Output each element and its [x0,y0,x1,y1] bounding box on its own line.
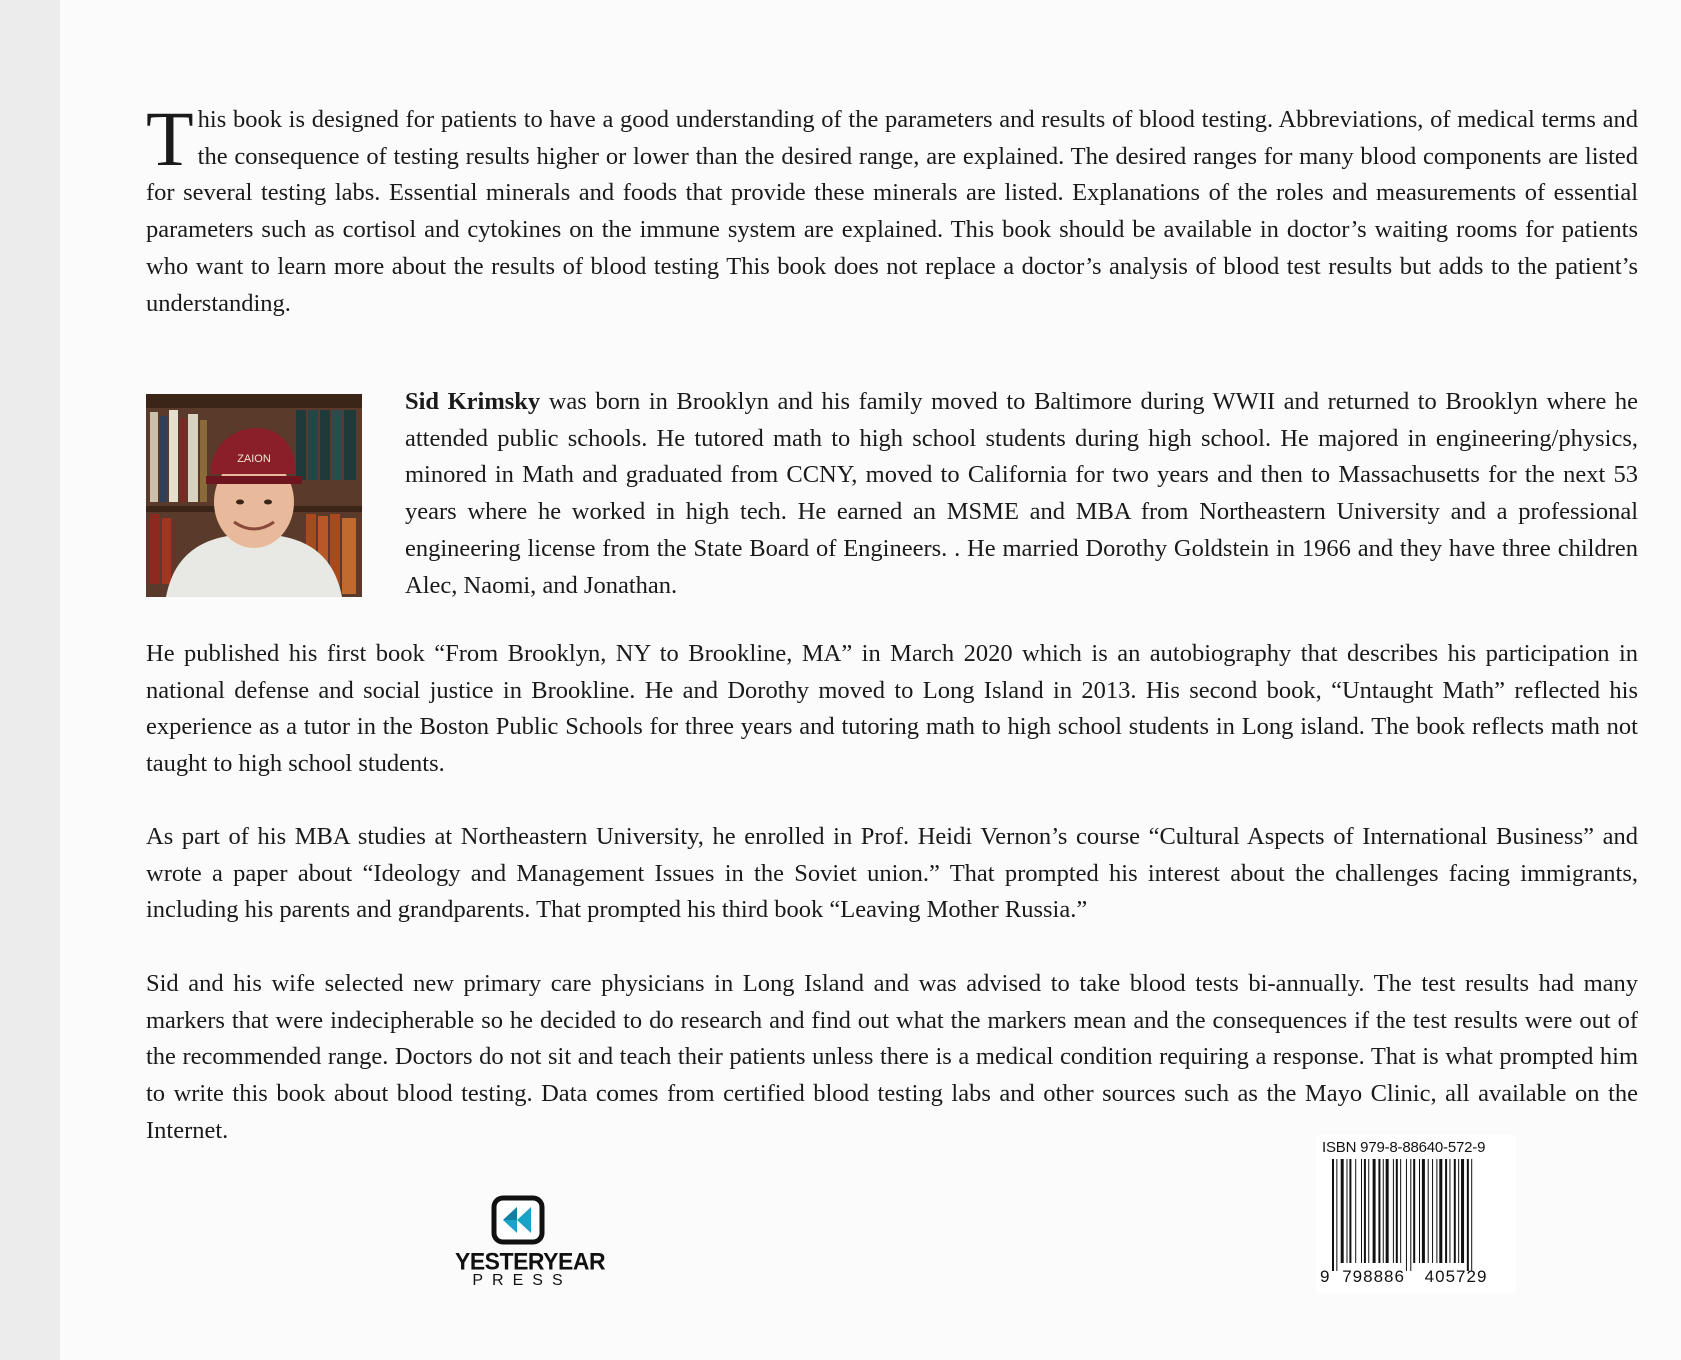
barcode-icon [1320,1159,1510,1271]
barcode-bar [1467,1159,1469,1271]
barcode-digit-lead: 9 [1320,1267,1331,1286]
drop-cap: T [146,95,194,182]
barcode-bar [1378,1159,1380,1263]
barcode-bar [1458,1159,1459,1263]
barcode-bar [1449,1159,1450,1263]
barcode-bar [1471,1159,1472,1271]
book-description [146,95,1638,322]
barcode-bar [1419,1159,1420,1263]
barcode-bar [1406,1159,1407,1271]
barcode-bar [1368,1159,1369,1263]
barcode-bar [1400,1159,1401,1263]
barcode-bar [1383,1159,1384,1263]
book-description-text: his book is designed for patients to have a good understanding of the parameters and results of blood testing. Abbreviations, of medical terms and the consequence of testing results higher or lower than the desired range, are explained. The desired ranges for many blood components are listed for several testing labs. Essential minerals and foods that provide these minerals are listed. Explanations of the roles and measurements of essential parameters such as cortisol and cytokines on the immune system are explained. This book should be available in doctor’s waiting rooms for patients who want to learn more about the results of blood testing This book does not replace a doctor’s analysis of blood test results but adds to the patient’s understanding. [146,106,1638,317]
isbn-label: ISBN 979-8-88640-572-9 [1322,1139,1486,1156]
publisher-subtitle: PRESS [472,1272,572,1289]
barcode-bar [1436,1159,1437,1263]
barcode-bar [1361,1159,1362,1263]
barcode-bar [1445,1159,1447,1263]
barcode-bar [1349,1159,1351,1263]
barcode-bar [1439,1159,1442,1263]
barcode-bar [1386,1159,1389,1263]
author-photo [146,394,362,597]
barcode-bar [1364,1159,1366,1263]
barcode-bar [1373,1159,1376,1263]
barcode-digits [1320,1267,1512,1287]
author-bio-paragraph [405,384,1638,604]
barcode-bar [1396,1159,1398,1263]
svg-text:ZAION: ZAION [237,453,271,465]
barcode-bar [1432,1159,1433,1263]
barcode-bar [1422,1159,1425,1263]
rewind-icon [491,1195,545,1245]
bio-paragraph-blood-testing: Sid and his wife selected new primary care physicians in Long Island and was advised to take blood tests bi-annually. The test results had many markers that were indecipherable so he decided to do research and find out what the markers mean and the consequences if the test results were out of the recommended range. Doctors do not sit and teach their patients unless there is a medical condition requiring a response. That is what prompted him to write this book about blood testing. Data comes from certified blood testing labs and other sources such as the Mayo Clinic, all available on the Internet. [146,970,1638,1144]
barcode-bar [1347,1159,1348,1263]
publisher-logo [455,1195,606,1295]
isbn-barcode-block [1316,1135,1516,1293]
barcode-bar [1355,1159,1356,1263]
author-photo-image [146,394,362,597]
barcode-digits-right: 405729 [1424,1267,1488,1286]
barcode-bar [1461,1159,1464,1263]
bio-paragraph-mba: As part of his MBA studies at Northeastern University, he enrolled in Prof. Heidi Vernon’s course “Cultural Aspects of International Business” and wrote a paper about “Ideology and Management Issues in the Soviet union.” That prompted his interest about the challenges facing immigrants, including his parents and grandparents. That prompted his third book “Leaving Mother Russia.” [146,823,1638,924]
barcode-bar [1393,1159,1394,1263]
barcode-bar [1332,1159,1334,1271]
author-name: Sid Krimsky [405,388,541,415]
publisher-name: YESTERYEAR [455,1247,606,1275]
barcode-bar [1454,1159,1456,1263]
barcode-bar [1341,1159,1344,1263]
barcode-bar [1428,1159,1429,1263]
author-bio-text: was born in Brooklyn and his family moved to Baltimore during WWII and returned to Brooklyn where he attended public schools. He tutored math to high school students during high school. He majored in engineering/physics, minored in Math and graduated from CCNY, moved to California for two years and then to Massachusetts for the next 53 years where he worked in high tech. He earned an MSME and MBA from Northeastern University and a professional engineering license from the State Board of Engineers. . He married Dorothy Goldstein in 1966 and they have three children Alec, Naomi, and Jonathan. [405,388,1638,599]
barcode-digits-left: 798886 [1342,1267,1405,1286]
barcode-bar [1336,1159,1337,1271]
barcode-bar [1410,1159,1411,1271]
bio-paragraph-books: He published his first book “From Brooklyn, NY to Brookline, MA” in March 2020 which is an autobiography that describes his participation in national defense and social justice in Brookline. He and Dorothy moved to Long Island in 2013. His second book, “Untaught Math” reflected his experience as a tutor in the Boston Public Schools for three years and tutoring math to high school students in Long island. The book reflects math not taught to high school students. [146,640,1638,778]
barcode-bar [1413,1159,1415,1263]
